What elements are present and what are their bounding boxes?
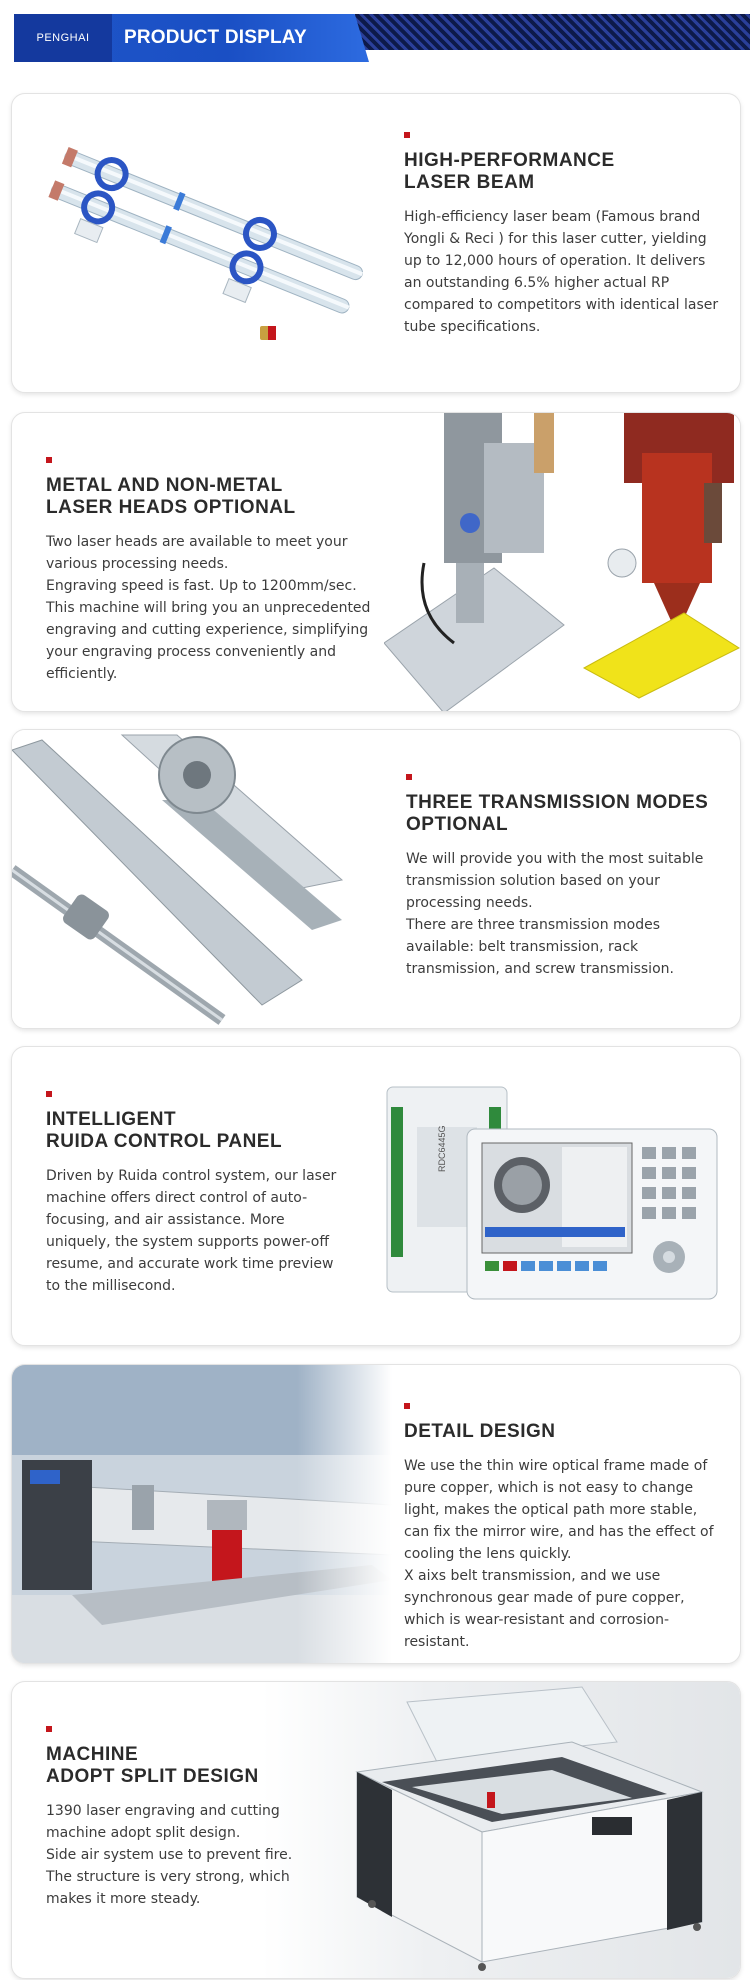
accent-marker: [404, 1403, 410, 1409]
laser-heads-image: [384, 413, 740, 711]
section-body: High-efficiency laser beam (Famous brand Yongli & Reci ) for this laser cutter, yielding up to 12,000 hours of operation. It delivers an outstanding 6.5% higher actual RP compared to competitors with identical laser tube specifications.: [404, 209, 719, 335]
section-text: [404, 132, 722, 338]
accent-marker: [404, 132, 410, 138]
section-body: Two laser heads are available to meet your various processing needs. Engraving speed is fast. Up to 1200mm/sec. This machine will bring you an unprecedented engraving and cutting experience, simplifying your engraving process conveniently and efficiently.: [46, 534, 371, 682]
section-text: [46, 1726, 306, 1910]
accent-marker: [46, 457, 52, 463]
section-heading: MACHINE ADOPT SPLIT DESIGN: [46, 1744, 259, 1787]
laser-tube-image: [22, 134, 382, 354]
machine-image: [262, 1682, 740, 1978]
section-text: [46, 1091, 346, 1297]
section-body: Driven by Ruida control system, our laser machine offers direct control of auto-focusing, and air assistance. More uniquely, the system supports power-off resume, and accurate work time preview to the millisecond.: [46, 1168, 337, 1294]
section-detail-design: [11, 1364, 741, 1664]
section-body: 1390 laser engraving and cutting machine adopt split design. Side air system use to prevent fire. The structure is very strong, which makes it more steady.: [46, 1803, 293, 1907]
section-laser-heads: [11, 412, 741, 712]
section-text: [404, 1403, 724, 1653]
section-heading: DETAIL DESIGN: [404, 1421, 556, 1442]
section-transmission: [11, 729, 741, 1029]
brand-logo: PENGHAI: [14, 14, 112, 62]
control-panel-image: [377, 1067, 732, 1327]
banner-stripes: [355, 14, 750, 50]
section-control-panel: [11, 1046, 741, 1346]
section-split-design: [11, 1681, 741, 1979]
section-body: We will provide you with the most suitable transmission solution based on your processing needs. There are three transmission modes available: belt transmission, rack transmission, and screw transmission.: [406, 851, 704, 977]
section-laser-beam: [11, 93, 741, 393]
transmission-image: [12, 730, 357, 1028]
detail-design-image: [12, 1365, 392, 1663]
accent-marker: [406, 774, 412, 780]
section-heading: METAL AND NON-METAL LASER HEADS OPTIONAL: [46, 475, 296, 518]
section-heading: INTELLIGENT RUIDA CONTROL PANEL: [46, 1109, 283, 1152]
section-text: [46, 457, 374, 685]
svg-text:RDC6445G: RDC6445G: [437, 1125, 447, 1172]
section-heading: THREE TRANSMISSION MODES OPTIONAL: [406, 792, 709, 835]
accent-marker: [46, 1726, 52, 1732]
section-body: We use the thin wire optical frame made of pure copper, which is not easy to change light, makes the optical path more stable, can fix the mirror wire, and has the effect of cooling the lens quickly. X aixs belt transmission, and we use synchronous gear made of pure copper, which is wear-resistant and corrosion-resistant.: [404, 1458, 714, 1650]
header-banner: [0, 0, 750, 76]
section-heading: HIGH-PERFORMANCE LASER BEAM: [404, 150, 615, 193]
accent-marker: [46, 1091, 52, 1097]
section-text: [406, 774, 726, 980]
page-title: PRODUCT DISPLAY: [124, 27, 307, 48]
